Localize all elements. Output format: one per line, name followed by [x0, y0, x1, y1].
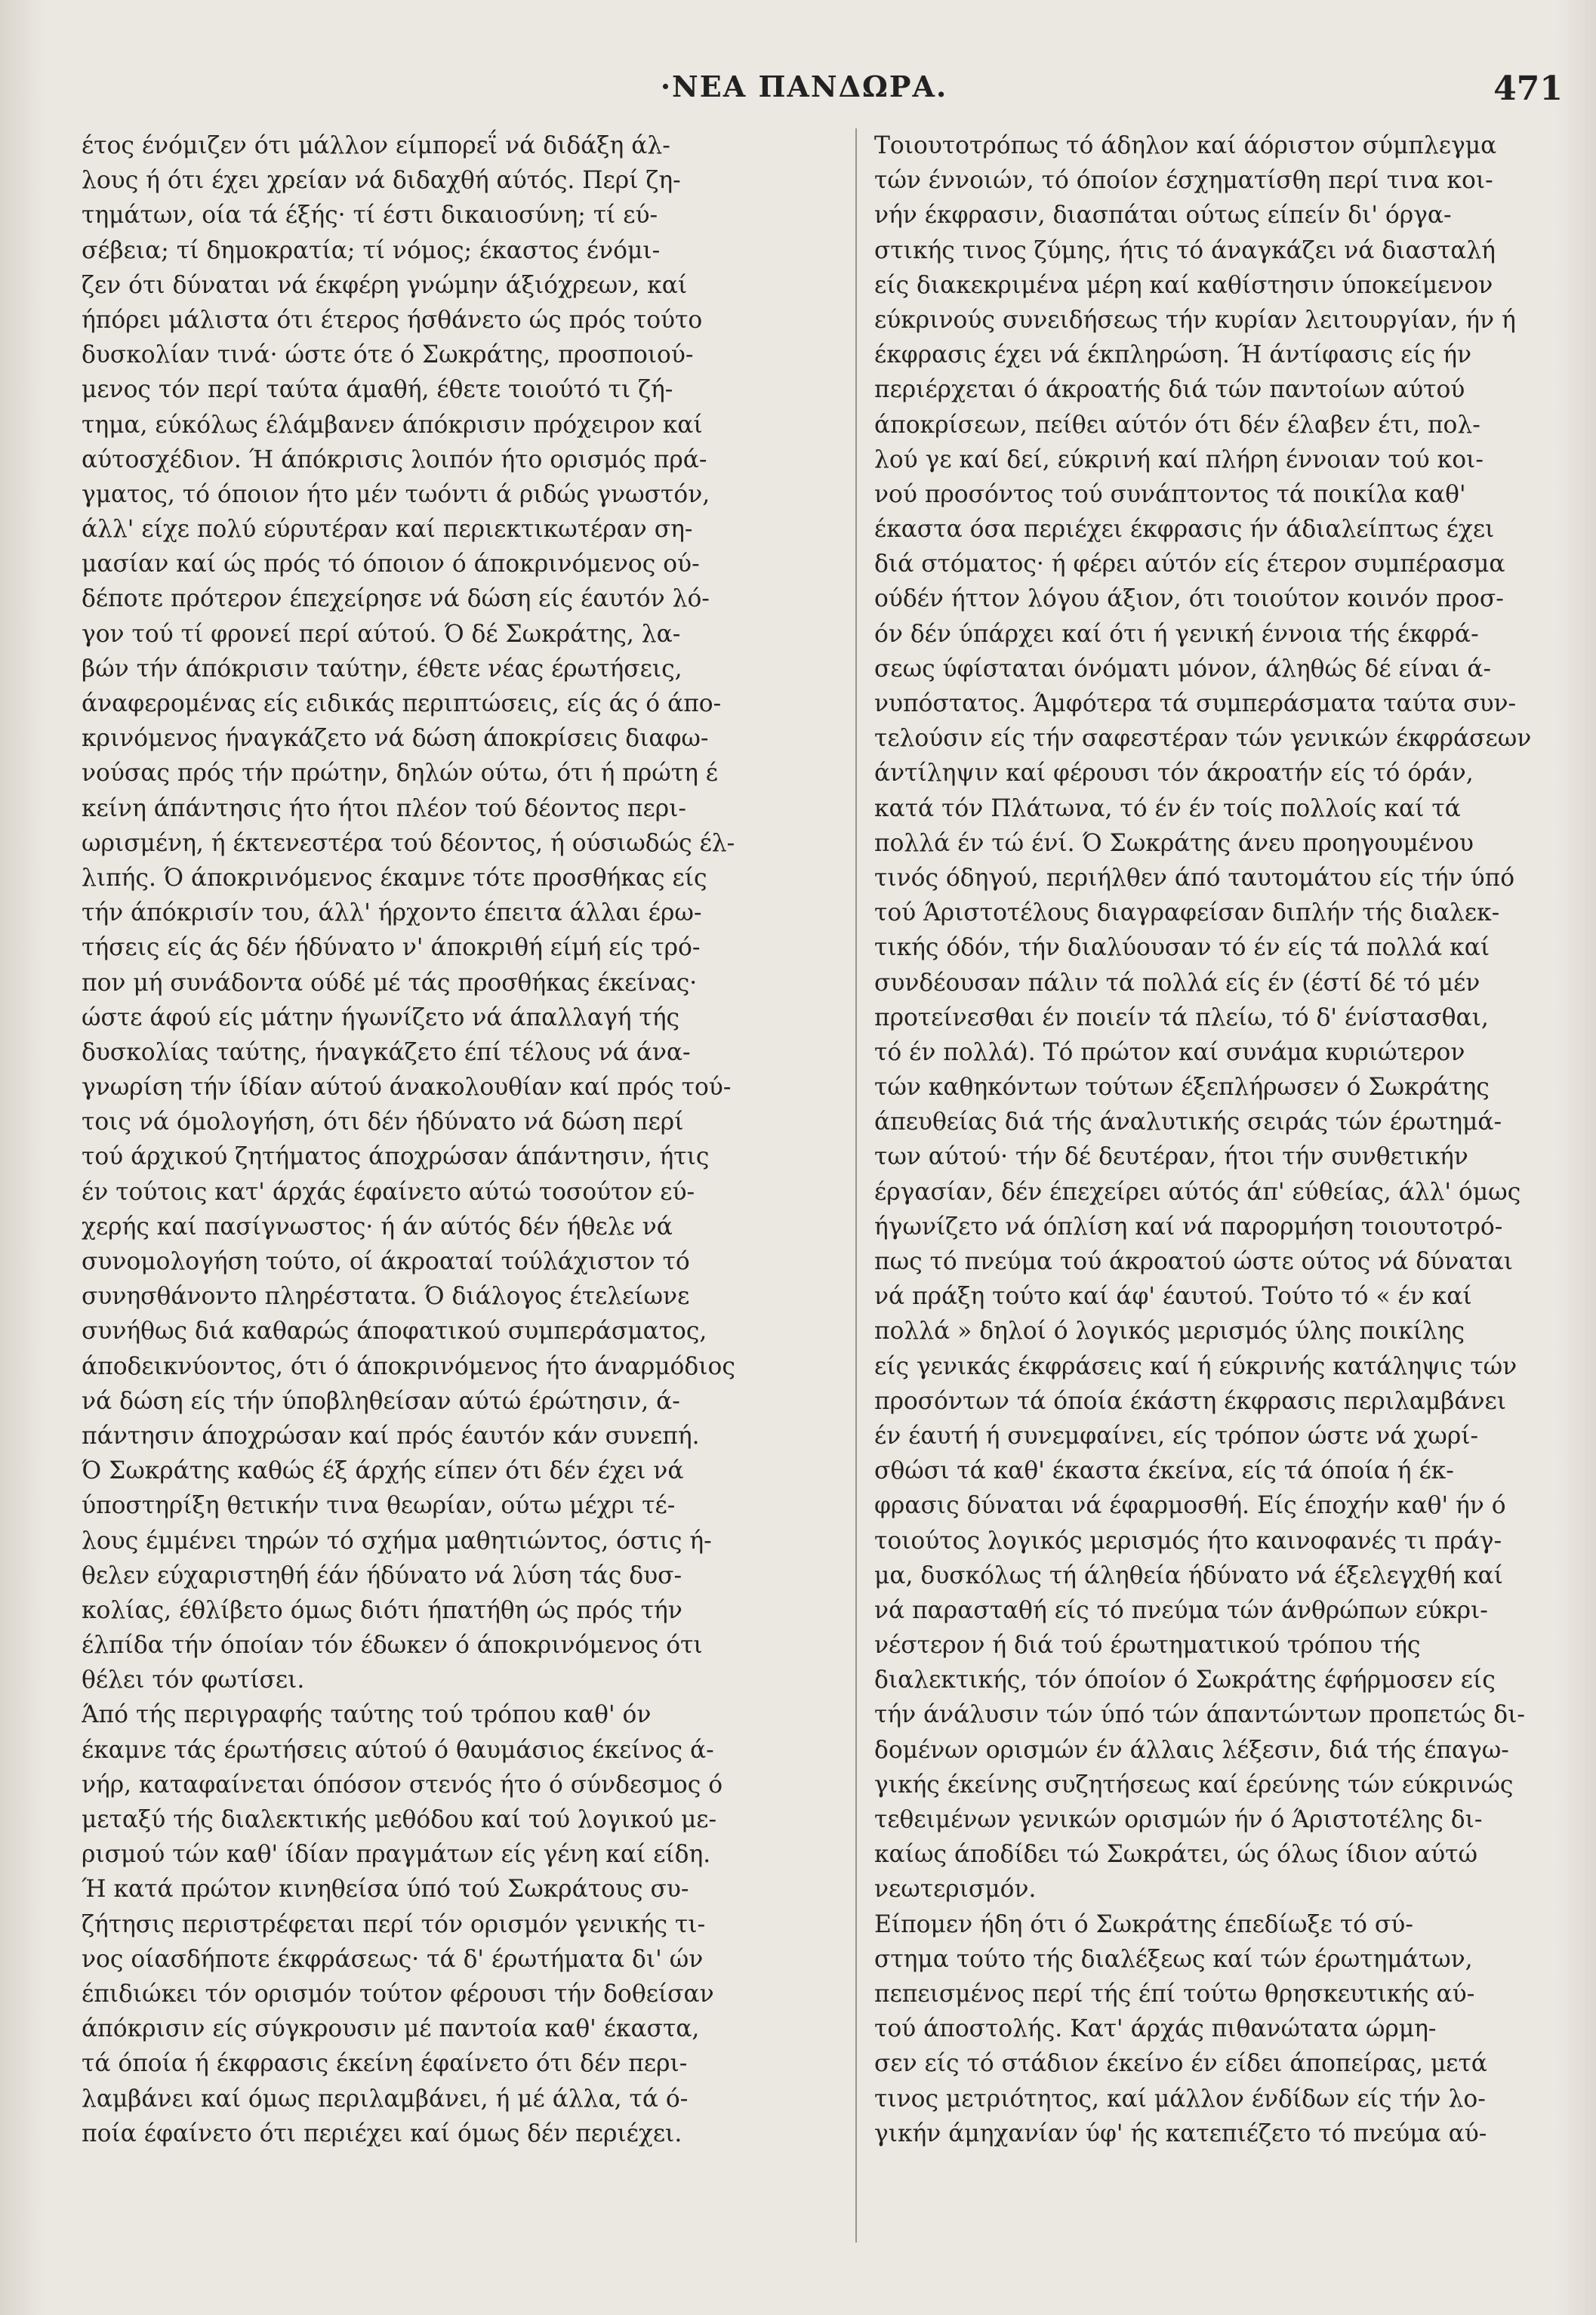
text-line: τών έννοιών, τό όποίον έσχηματίσθη περί τινα κοι-	[874, 167, 1493, 195]
text-line: νήν έκφρασιν, διασπάται ούτως είπείν δι' όργα-	[874, 202, 1452, 230]
text-line: όν δέν ύπάρχει καί ότι ή γενική έννοια τής έκφρά-	[874, 620, 1479, 648]
text-line: μασίαν καί ώς πρός τό όποιον ό άποκρινόμενος ού-	[82, 550, 700, 578]
text-line: προσόντων τά όποία έκάστη έκφρασις περιλαμβάνει	[874, 1387, 1506, 1415]
text-line: συνησθάνοντο πληρέστατα. Ό διάλογος έτελείωνε	[82, 1283, 690, 1311]
text-line: σεως ύφίσταται όνόματι μόνον, άληθώς δέ είναι ά-	[874, 655, 1492, 683]
text-line: Άπό τής περιγραφής ταύτης τού τρόπου καθ' όν	[82, 1701, 652, 1729]
text-line: εύκρινούς συνειδήσεως τήν κυρίαν λειτουργίαν, ήν ή	[874, 306, 1516, 334]
text-line: ζεν ότι δύναται νά έκφέρη γνώμην άξιόχρεων, καί	[82, 271, 688, 299]
text-line: λους έμμένει τηρών τό σχήμα μαθητιώντος, όστις ή-	[82, 1527, 712, 1555]
text-line: πως τό πνεύμα τού άκροατού ώστε ούτος νά δύναται	[874, 1248, 1513, 1275]
text-line: θελεν εύχαριστηθή έάν ήδύνατο νά λύση τάς δυσ-	[82, 1561, 682, 1589]
text-line: δέποτε πρότερον έπεχείρησε νά δώση είς έαυτόν λό-	[82, 585, 710, 613]
column-divider	[855, 128, 857, 2243]
text-line: ποία έφαίνετο ότι περιέχει καί όμως δέν περιέχει.	[82, 2119, 682, 2147]
text-line: ήπόρει μάλιστα ότι έτερος ήσθάνετο ώς πρός τούτο	[82, 306, 703, 334]
text-line: νεωτερισμόν.	[874, 1876, 1037, 1903]
text-line: τινος μετριότητος, καί μάλλον ένδίδων είς τήν λο-	[874, 2085, 1486, 2113]
text-line: άπόκρισιν είς σύγκρουσιν μέ παντοία καθ' έκαστα,	[82, 2015, 700, 2043]
text-line: ρισμού τών καθ' ίδίαν πραγμάτων είς γένη καί είδη.	[82, 1841, 711, 1869]
text-line: τήν άπόκρισίν του, άλλ' ήρχοντο έπειτα άλλαι έρω-	[82, 899, 702, 927]
text-line: τελούσιν είς τήν σαφεστέραν τών γενικών έκφράσεων	[874, 725, 1532, 753]
text-line: τημάτων, οία τά έξής· τί έστι δικαιοσύνη; τί εύ-	[82, 202, 658, 230]
text-line: είς διακεκριμένα μέρη καί καθίστησιν ύποκείμενον	[874, 271, 1493, 299]
text-line: σέβεια; τί δημοκρατία; τί νόμος; έκαστος ένόμι-	[82, 236, 661, 264]
text-line: έν έαυτή ή συνεμφαίνει, είς τρόπον ώστε νά χωρί-	[874, 1422, 1479, 1450]
left-column	[82, 128, 799, 2151]
text-line: τήσεις είς άς δέν ήδύνατο ν' άποκριθή είμή είς τρό-	[82, 934, 701, 962]
text-line: δομένων ορισμών έν άλλαις λέξεσιν, διά τής έπαγω-	[874, 1736, 1509, 1764]
text-line: έκαμνε τάς έρωτήσεις αύτού ό θαυμάσιος έκείνος ά-	[82, 1736, 714, 1764]
text-line: Τοιουτοτρόπως τό άδηλον καί άόριστον σύμπλεγμα	[874, 132, 1497, 159]
page-number: 471	[1493, 69, 1563, 108]
text-line: γικής έκείνης συζητήσεως καί έρεύνης τών εύκρινώς	[874, 1771, 1514, 1799]
text-line: συνδέουσαν πάλιν τά πολλά είς έν (έστί δέ τό μέν	[874, 969, 1480, 997]
text-line: δυσκολίαν τινά· ώστε ότε ό Σωκράτης, προσποιού-	[82, 341, 694, 369]
text-line: έκαστα όσα περιέχει έκφρασις ήν άδιαλείπτως έχει	[874, 516, 1495, 544]
text-line: στικής τινος ζύμης, ήτις τό άναγκάζει νά διασταλή	[874, 236, 1496, 264]
text-line: γματος, τό όποιον ήτο μέν τωόντι ά ριδώς γνωστόν,	[82, 480, 710, 508]
running-title: ·ΝΕΑ ΠΑΝΔΩΡΑ.	[660, 69, 948, 103]
text-line: δυσκολίας ταύτης, ήναγκάζετο έπί τέλους νά άνα-	[82, 1038, 691, 1066]
text-line: ούδέν ήττον λόγου άξιον, ότι τοιούτον κοινόν προσ-	[874, 585, 1504, 613]
text-line: νούσας πρός τήν πρώτην, δηλών ούτω, ότι ή πρώτη έ	[82, 760, 718, 788]
text-line: τοιούτος λογικός μερισμός ήτο καινοφανές τι πράγ-	[874, 1527, 1502, 1555]
text-line: τημα, εύκόλως έλάμβανεν άπόκρισιν πρόχειρον καί	[82, 411, 703, 439]
text-line: φρασις δύναται νά έφαρμοσθή. Είς έποχήν καθ' ήν ό	[874, 1492, 1506, 1520]
text-line: τού Άριστοτέλους διαγραφείσαν διπλήν τής διαλεκ-	[874, 899, 1500, 927]
text-line: τών καθηκόντων τούτων έξεπλήρωσεν ό Σωκράτης	[874, 1074, 1490, 1102]
text-line: αύτοσχέδιον. Ή άπόκρισις λοιπόν ήτο ορισμός πρά-	[82, 445, 707, 473]
text-line: κείνη άπάντησις ήτο ήτοι πλέον τού δέοντος περι-	[82, 794, 686, 822]
text-line: ώστε άφού είς μάτην ήγωνίζετο νά άπαλλαγή τής	[82, 1003, 680, 1031]
text-line: άποδεικνύοντος, ότι ό άποκρινόμενος ήτο άναρμόδιος	[82, 1352, 735, 1380]
text-line: πον μή συνάδοντα ούδέ μέ τάς προσθήκας έκείνας·	[82, 969, 698, 997]
text-line: πεπεισμένος περί τής έπί τούτω θρησκευτικής αύ-	[874, 1980, 1475, 2008]
text-line: λού γε καί δεί, εύκρινή καί πλήρη έννοιαν τού κοι-	[874, 445, 1484, 473]
text-line: νά πράξη τούτο καί άφ' έαυτού. Τούτο τό « έν καί	[874, 1283, 1472, 1311]
text-line: άπευθείας διά τής άναλυτικής σειράς τών έρωτημά-	[874, 1108, 1502, 1136]
text-line: τού άρχικού ζητήματος άποχρώσαν άπάντησιν, ήτις	[82, 1143, 710, 1171]
text-line: νά παρασταθή είς τό πνεύμα τών άνθρώπων εύκρι-	[874, 1596, 1488, 1624]
text-line: ζήτησις περιστρέφεται περί τόν ορισμόν γενικής τι-	[82, 1910, 706, 1938]
text-line: Είπομεν ήδη ότι ό Σωκράτης έπεδίωξε τό σύ-	[874, 1910, 1413, 1938]
text-line: νυπόστατος. Άμφότερα τά συμπεράσματα ταύτα συν-	[874, 690, 1517, 717]
text-line: άντίληψιν καί φέρουσι τόν άκροατήν είς τό όράν,	[874, 760, 1474, 788]
text-line: κολίας, έθλίβετο όμως διότι ήπατήθη ώς πρός τήν	[82, 1596, 682, 1624]
text-line: λιπής. Ό άποκρινόμενος έκαμνε τότε προσθήκας είς	[82, 864, 707, 892]
text-line: χερής καί πασίγνωστος· ή άν αύτός δέν ήθελε νά	[82, 1213, 673, 1241]
text-line: συνομολογήση τούτο, οί άκροαταί τούλάχιστον τό	[82, 1248, 690, 1275]
text-line: νήρ, καταφαίνεται όπόσον στενός ήτο ό σύνδεσμος ό	[82, 1771, 723, 1799]
text-line: τοις νά όμολογήση, ότι δέν ήδύνατο νά δώση περί	[82, 1108, 684, 1136]
text-line: μεταξύ τής διαλεκτικής μεθόδου καί τού λογικού με-	[82, 1806, 717, 1833]
text-line: Ό Σωκράτης καθώς έξ άρχής είπεν ότι δέν έχει νά	[82, 1457, 684, 1485]
text-line: τικής όδόν, τήν διαλύουσαν τό έν είς τά πολλά καί	[874, 934, 1490, 962]
text-line: κρινόμενος ήναγκάζετο νά δώση άποκρίσεις διαφω-	[82, 725, 709, 753]
text-line: μα, δυσκόλως τή άληθεία ήδύνατο νά έξελεγχθή καί	[874, 1561, 1503, 1589]
text-line: νά δώση είς τήν ύποβληθείσαν αύτώ έρώτησιν, ά-	[82, 1387, 680, 1415]
text-line: σθώσι τά καθ' έκαστα έκείνα, είς τά όποία ή έκ-	[874, 1457, 1454, 1485]
text-line: των αύτού· τήν δέ δευτέραν, ήτοι τήν συνθετικήν	[874, 1143, 1468, 1171]
text-line: τινός όδηγού, περιήλθεν άπό ταυτομάτου είς τήν ύπό	[874, 864, 1515, 892]
text-line: πολλά έν τώ ένί. Ό Σωκράτης άνευ προηγουμένου	[874, 829, 1474, 857]
text-line: γον τού τί φρονεί περί αύτού. Ό δέ Σωκράτης, λα-	[82, 620, 681, 648]
text-line: άποκρίσεων, πείθει αύτόν ότι δέν έλαβεν έτι, πολ-	[874, 411, 1480, 439]
text-line: ύποστηρίξη θετικήν τινα θεωρίαν, ούτω μέχρι τέ-	[82, 1492, 676, 1520]
right-column	[874, 128, 1591, 2151]
text-line: καίως άποδίδει τώ Σωκράτει, ώς όλως ίδιον αύτώ	[874, 1841, 1477, 1869]
text-line: στημα τούτο τής διαλέξεως καί τών έρωτημάτων,	[874, 1945, 1473, 1973]
text-line: γικήν άμηχανίαν ύφ' ής κατεπιέζετο τό πνεύμα αύ-	[874, 2119, 1487, 2147]
text-line: τά όποία ή έκφρασις έκείνη έφαίνετο ότι δέν περι-	[82, 2050, 688, 2078]
text-line: είς γενικάς έκφράσεις καί ή εύκρινής κατάληψις τών	[874, 1352, 1517, 1380]
text-line: έπιδιώκει τόν ορισμόν τούτον φέρουσι τήν δοθείσαν	[82, 1980, 714, 2008]
text-line: διά στόματος· ή φέρει αύτόν είς έτερον συμπέρασμα	[874, 550, 1505, 578]
text-line: πολλά » δηλοί ό λογικός μερισμός ύλης ποικίλης	[874, 1318, 1465, 1346]
text-line: έκφρασις έχει νά έκπληρώση. Ή άντίφασις είς ήν	[874, 341, 1472, 369]
text-line: σεν είς τό στάδιον έκείνο έν είδει άποπείρας, μετά	[874, 2050, 1487, 2078]
text-line: τό έν πολλά). Τό πρώτον καί συνάμα κυριώτερον	[874, 1038, 1465, 1066]
text-line: ήγωνίζετο νά όπλίση καί νά παρορμήση τοιουτοτρό-	[874, 1213, 1503, 1241]
text-line: βών τήν άπόκρισιν ταύτην, έθετε νέας έρωτήσεις,	[82, 655, 682, 683]
text-line: έλπίδα τήν όποίαν τόν έδωκεν ό άποκρινόμενος ότι	[82, 1632, 703, 1660]
text-line: κατά τόν Πλάτωνα, τό έν έν τοίς πολλοίς καί τά	[874, 794, 1461, 822]
text-line: συνήθως διά καθαρώς άποφατικού συμπεράσματος,	[82, 1318, 707, 1346]
text-line: μενος τόν περί ταύτα άμαθή, έθετε τοιούτό τι ζή-	[82, 376, 673, 404]
text-line: άναφερομένας είς ειδικάς περιπτώσεις, είς άς ό άπο-	[82, 690, 722, 717]
text-line: νος οίασδήποτε έκφράσεως· τά δ' έρωτήματα δι' ών	[82, 1945, 704, 1973]
text-line: έτος ένόμιζεν ότι μάλλον είμπορεΐ νά διδάξη άλ-	[82, 132, 670, 159]
text-line: θέλει τόν φωτίσει.	[82, 1666, 305, 1694]
text-line: τεθειμένων γενικών ορισμών ήν ό Άριστοτέλης δι-	[874, 1806, 1483, 1833]
text-line: έν τούτοις κατ' άρχάς έφαίνετο αύτώ τοσούτον εύ-	[82, 1178, 695, 1206]
text-line: ωρισμένη, ή έκτενεστέρα τού δέοντος, ή ούσιωδώς έλ-	[82, 829, 735, 857]
text-line: διαλεκτικής, τόν όποίον ό Σωκράτης έφήρμοσεν είς	[874, 1666, 1496, 1694]
text-line: νού προσόντος τού συνάπτοντος τά ποικίλα καθ'	[874, 480, 1466, 508]
text-line: τού άποστολής. Κατ' άρχάς πιθανώτατα ώρμη-	[874, 2015, 1437, 2043]
text-line: άλλ' είχε πολύ εύρυτέραν καί περιεκτικωτέραν ση-	[82, 516, 693, 544]
page-header	[45, 69, 1563, 122]
text-line: λαμβάνει καί όμως περιλαμβάνει, ή μέ άλλα, τά ό-	[82, 2085, 689, 2113]
text-line: πάντησιν άποχρώσαν καί πρός έαυτόν κάν συνεπή.	[82, 1422, 700, 1450]
text-line: τήν άνάλυσιν τών ύπό τών άπαντώντων προπετώς δι-	[874, 1701, 1525, 1729]
text-line: Ή κατά πρώτον κινηθείσα ύπό τού Σωκράτους συ-	[82, 1876, 689, 1903]
text-line: περιέρχεται ό άκροατής διά τών παντοίων αύτού	[874, 376, 1465, 404]
text-line: γνωρίση τήν ίδίαν αύτού άνακολουθίαν καί πρός τού-	[82, 1074, 732, 1102]
text-line: λους ή ότι έχει χρείαν νά διδαχθή αύτός. Περί ζη-	[82, 167, 681, 195]
text-line: έργασίαν, δέν έπεχείρει αύτός άπ' εύθείας, άλλ' όμως	[874, 1178, 1521, 1206]
text-line: προτείνεσθαι έν ποιείν τά πλείω, τό δ' ένίστασθαι,	[874, 1003, 1489, 1031]
text-line: νέστερον ή διά τού έρωτηματικού τρόπου τής	[874, 1632, 1421, 1660]
